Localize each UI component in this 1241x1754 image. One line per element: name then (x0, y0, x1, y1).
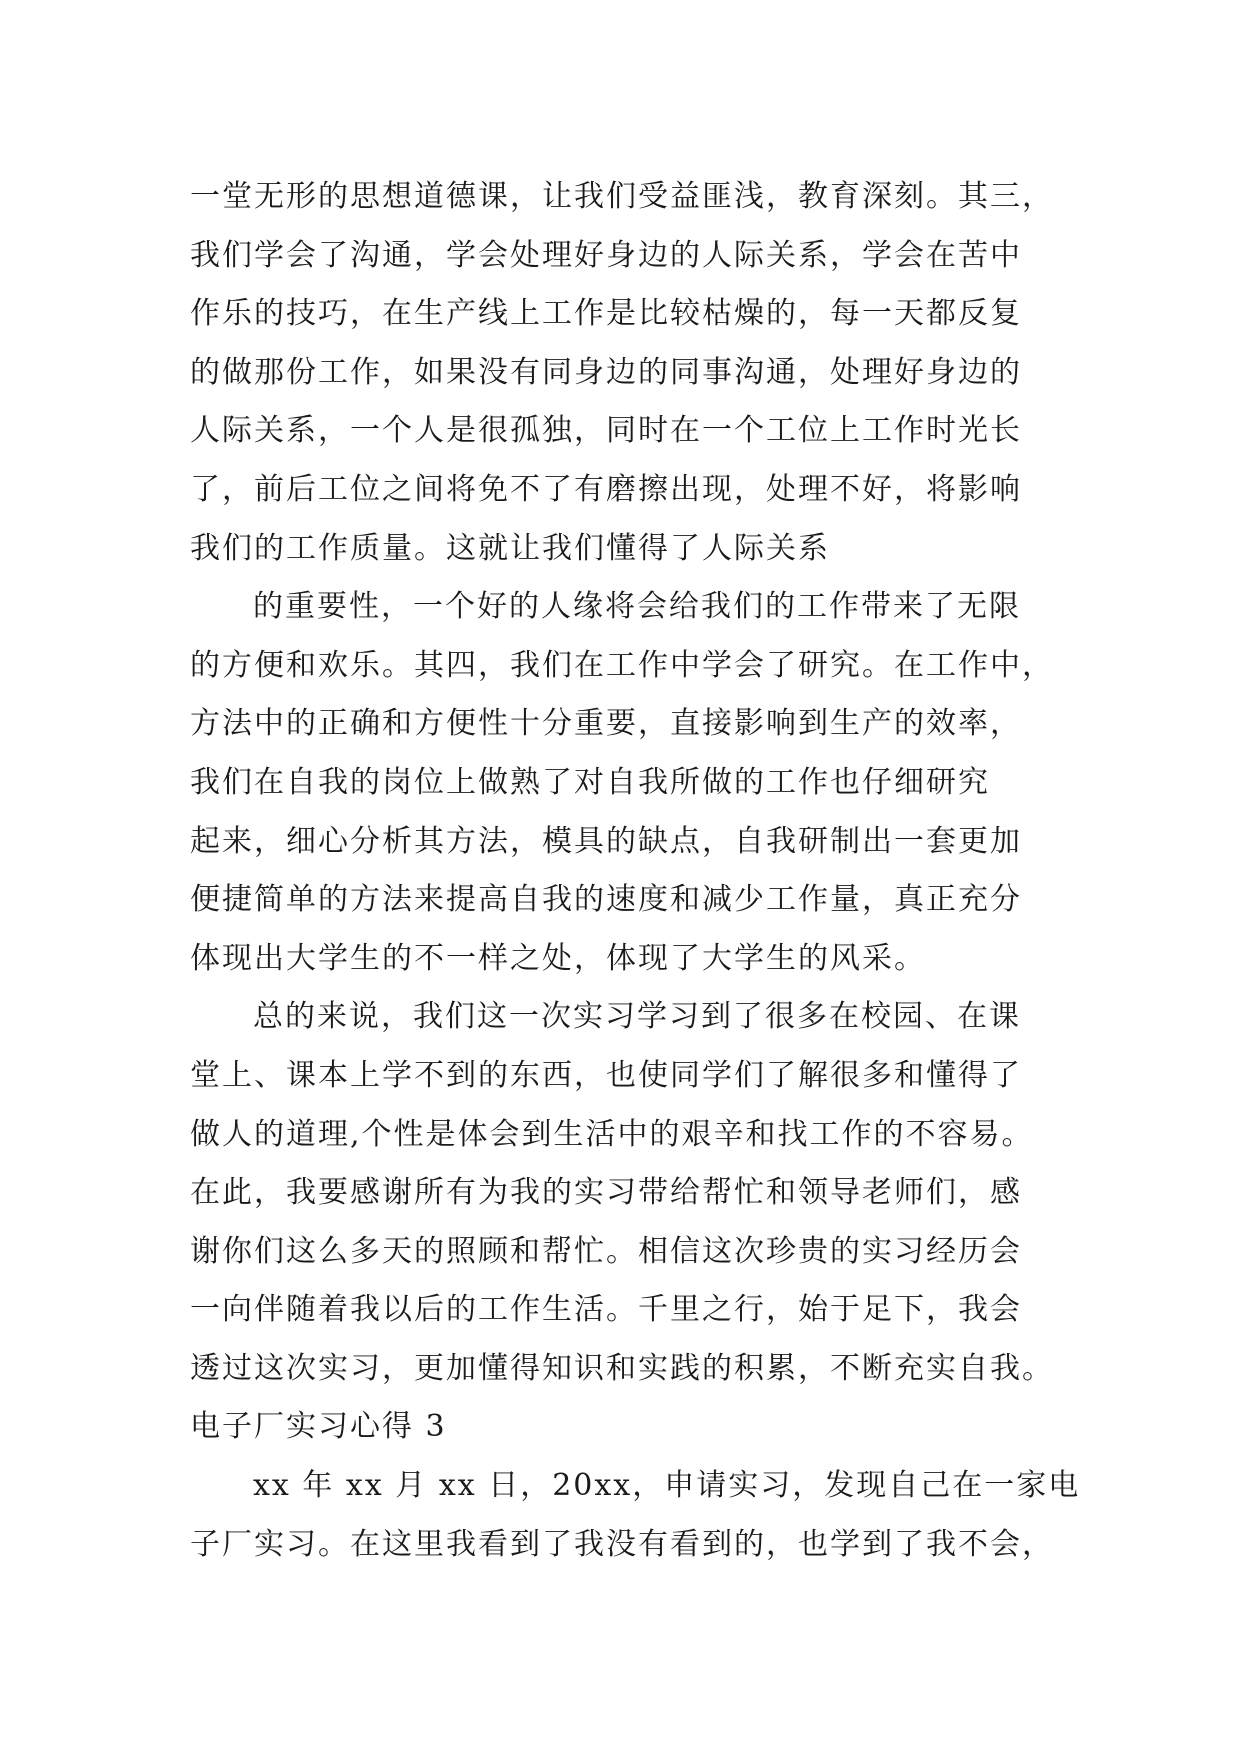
text-line: 作乐的技巧，在生产线上工作是比较枯燥的，每一天都反复 (190, 296, 1022, 332)
text-line: 了，前后工位之间将免不了有磨擦出现，处理不好，将影响 (190, 471, 1022, 507)
text-line: 我们学会了沟通，学会处理好身边的人际关系，学会在苦中 (190, 237, 1022, 273)
text-line: xx 年 xx 月 xx 日，20xx，申请实习，发现自己在一家电 (253, 1468, 1081, 1504)
text-line: 人际关系，一个人是很孤独，同时在一个工位上工作时光长 (190, 413, 1022, 449)
text-line: 做人的道理,个性是体会到生活中的艰辛和找工作的不容易。 (190, 1116, 1034, 1152)
text-line: 体现出大学生的不一样之处，体现了大学生的风采。 (190, 940, 926, 976)
text-line: 谢你们这么多天的照顾和帮忙。相信这次珍贵的实习经历会 (190, 1233, 1022, 1269)
text-line: 透过这次实习，更加懂得知识和实践的积累，不断充实自我。 (190, 1350, 1054, 1386)
text-line: 我们的工作质量。这就让我们懂得了人际关系 (190, 530, 830, 566)
text-line: 一向伴随着我以后的工作生活。千里之行，始于足下，我会 (190, 1292, 1022, 1328)
text-line: 的做那份工作，如果没有同身边的同事沟通，处理好身边的 (190, 354, 1022, 390)
text-line: 在此，我要感谢所有为我的实习带给帮忙和领导老师们，感 (190, 1175, 1022, 1211)
text-line: 的重要性，一个好的人缘将会给我们的工作带来了无限 (253, 589, 1021, 625)
text-line: 电子厂实习心得 3 (190, 1409, 447, 1445)
text-line: 堂上、课本上学不到的东西，也使同学们了解很多和懂得了 (190, 1057, 1022, 1093)
text-line: 便捷简单的方法来提高自我的速度和减少工作量，真正充分 (190, 882, 1022, 918)
text-line: 一堂无形的思想道德课，让我们受益匪浅，教育深刻。其三， (190, 179, 1054, 214)
text-line: 起来，细心分析其方法，模具的缺点，自我研制出一套更加 (190, 823, 1022, 859)
text-line: 子厂实习。在这里我看到了我没有看到的，也学到了我不会， (190, 1526, 1054, 1562)
text-line: 总的来说，我们这一次实习学习到了很多在校园、在课 (253, 999, 1021, 1035)
document-body (190, 168, 1081, 1574)
text-line: 的方便和欢乐。其四，我们在工作中学会了研究。在工作中， (190, 647, 1054, 683)
text-line: 我们在自我的岗位上做熟了对自我所做的工作也仔细研究 (190, 764, 990, 800)
text-line: 方法中的正确和方便性十分重要，直接影响到生产的效率， (190, 706, 1022, 742)
